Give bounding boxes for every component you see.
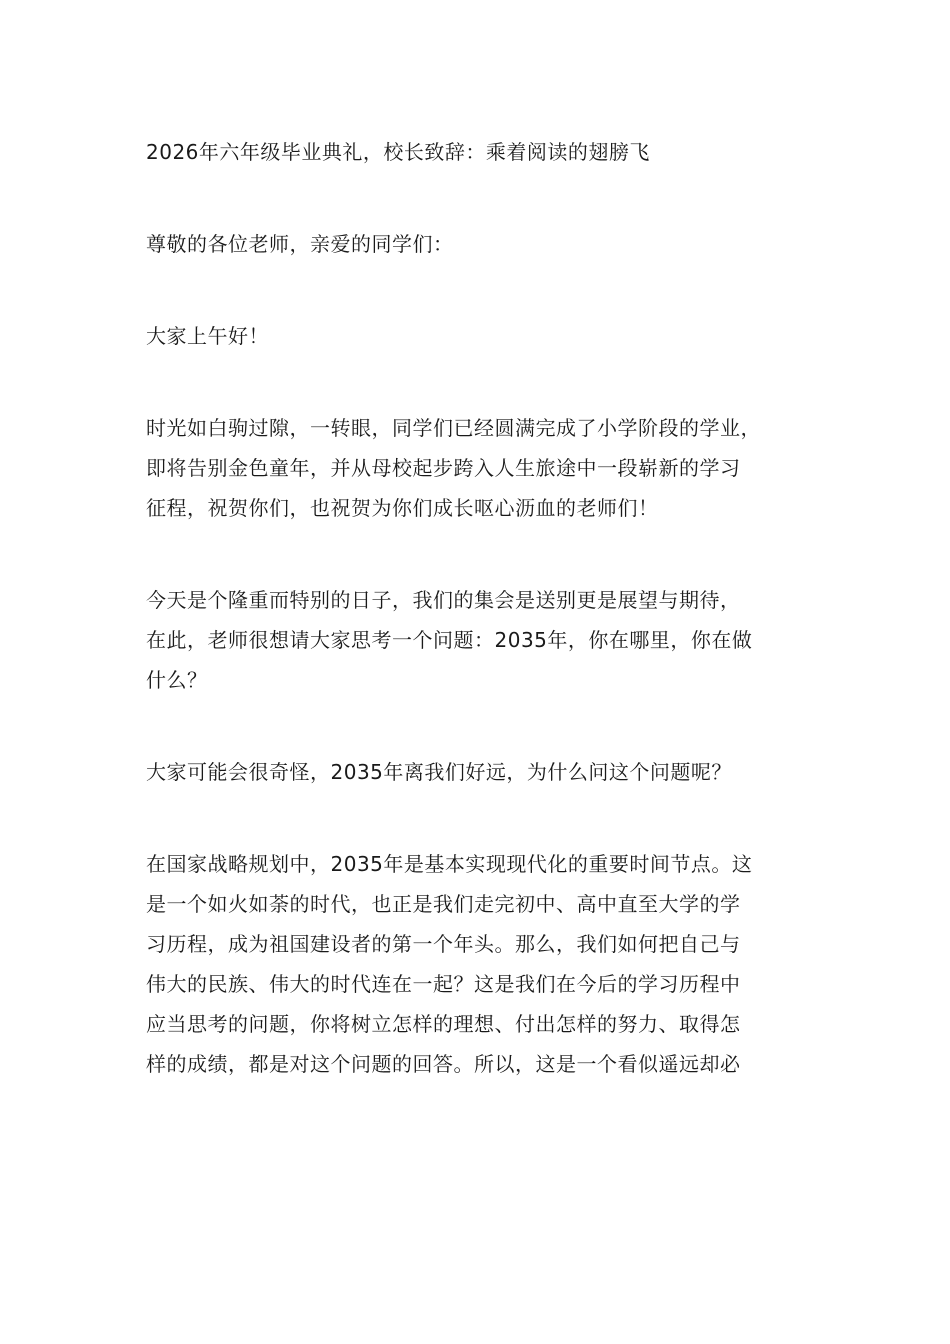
paragraph-line: 样的成绩，都是对这个问题的回答。所以，这是一个看似遥远却必 (146, 1052, 741, 1076)
document-title: 2026年六年级毕业典礼，校长致辞：乘着阅读的翅膀飞 (146, 140, 650, 164)
salutation: 尊敬的各位老师，亲爱的同学们： (146, 232, 454, 256)
paragraph-line: 是一个如火如荼的时代，也正是我们走完初中、高中直至大学的学 (146, 892, 741, 916)
paragraph-line: 大家可能会很奇怪，2035年离我们好远，为什么问这个问题呢？ (146, 760, 732, 784)
paragraph-line: 伟大的民族、伟大的时代连在一起？这是我们在今后的学习历程中 (146, 972, 741, 996)
paragraph-line: 在此，老师很想请大家思考一个问题：2035年，你在哪里，你在做 (146, 628, 753, 652)
paragraph-line: 什么？ (146, 668, 208, 692)
paragraph-line: 应当思考的问题，你将树立怎样的理想、付出怎样的努力、取得怎 (146, 1012, 741, 1036)
paragraph-line: 时光如白驹过隙，一转眼，同学们已经圆满完成了小学阶段的学业， (146, 416, 761, 440)
paragraph-line: 习历程，成为祖国建设者的第一个年头。那么，我们如何把自己与 (146, 932, 741, 956)
paragraph-line: 今天是个隆重而特别的日子，我们的集会是送别更是展望与期待， (146, 588, 741, 612)
greeting: 大家上午好！ (146, 324, 269, 348)
paragraph-1 (146, 408, 836, 528)
paragraph-4 (146, 844, 836, 1084)
document-body (146, 132, 836, 1136)
paragraph-2 (146, 580, 836, 700)
paragraph-line: 即将告别金色童年，并从母校起步跨入人生旅途中一段崭新的学习 (146, 456, 741, 480)
paragraph-line: 在国家战略规划中，2035年是基本实现现代化的重要时间节点。这 (146, 852, 753, 876)
paragraph-3 (146, 752, 836, 792)
paragraph-line: 征程，祝贺你们，也祝贺为你们成长呕心沥血的老师们！ (146, 496, 659, 520)
